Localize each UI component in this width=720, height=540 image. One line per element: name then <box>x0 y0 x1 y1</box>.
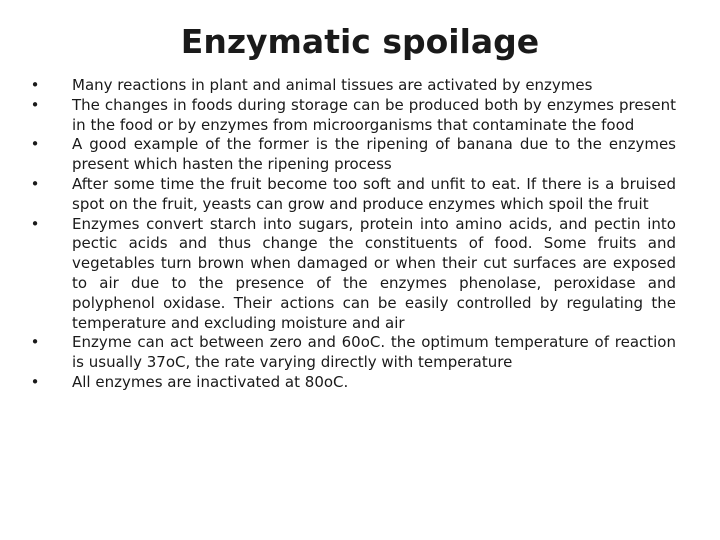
bullet-item <box>28 76 676 96</box>
bullet-text: A good example of the former is the ripening of banana due to the enzymes present which hasten the ripening process <box>72 135 676 174</box>
bullet-text: After some time the fruit become too soft and unfit to eat. If there is a bruised spot on the fruit, yeasts can grow and produce enzymes which spoil the fruit <box>72 174 676 213</box>
bullet-dot-icon: • <box>30 372 40 391</box>
bullet-list <box>28 76 676 393</box>
bullet-item <box>28 215 676 334</box>
bullet-text: Enzymes convert starch into sugars, protein into amino acids, and pectin into pectic acids and thus change the constituents of food. Some fruits and vegetables turn brown when damaged or when their cut surfaces are exposed to air due to the presence of the enzymes phenolase, peroxidase and polyphenol oxidase. Their actions can be easily controlled by regulating the temperature and excluding moisture and air <box>72 214 676 332</box>
bullet-item <box>28 333 676 373</box>
bullet-item <box>28 373 676 393</box>
slide-title: Enzymatic spoilage <box>180 22 540 61</box>
bullet-dot-icon: • <box>30 214 40 233</box>
bullet-dot-icon: • <box>30 135 40 154</box>
bullet-text: Enzyme can act between zero and 60oC. the optimum temperature of reaction is usually 37oC, the rate varying directly with temperature <box>72 333 676 372</box>
bullet-text: Many reactions in plant and animal tissues are activated by enzymes <box>72 76 593 94</box>
bullet-item <box>28 175 676 215</box>
bullet-dot-icon: • <box>30 333 40 352</box>
bullet-item <box>28 96 676 136</box>
bullet-dot-icon: • <box>30 76 40 94</box>
bullet-item <box>28 135 676 175</box>
bullet-dot-icon: • <box>30 95 40 114</box>
bullet-text: All enzymes are inactivated at 80oC. <box>72 372 349 391</box>
bullet-text: The changes in foods during storage can be produced both by enzymes present in the food or by enzymes from microorganisms that contaminate the food <box>72 95 676 134</box>
bullet-dot-icon: • <box>30 174 40 193</box>
